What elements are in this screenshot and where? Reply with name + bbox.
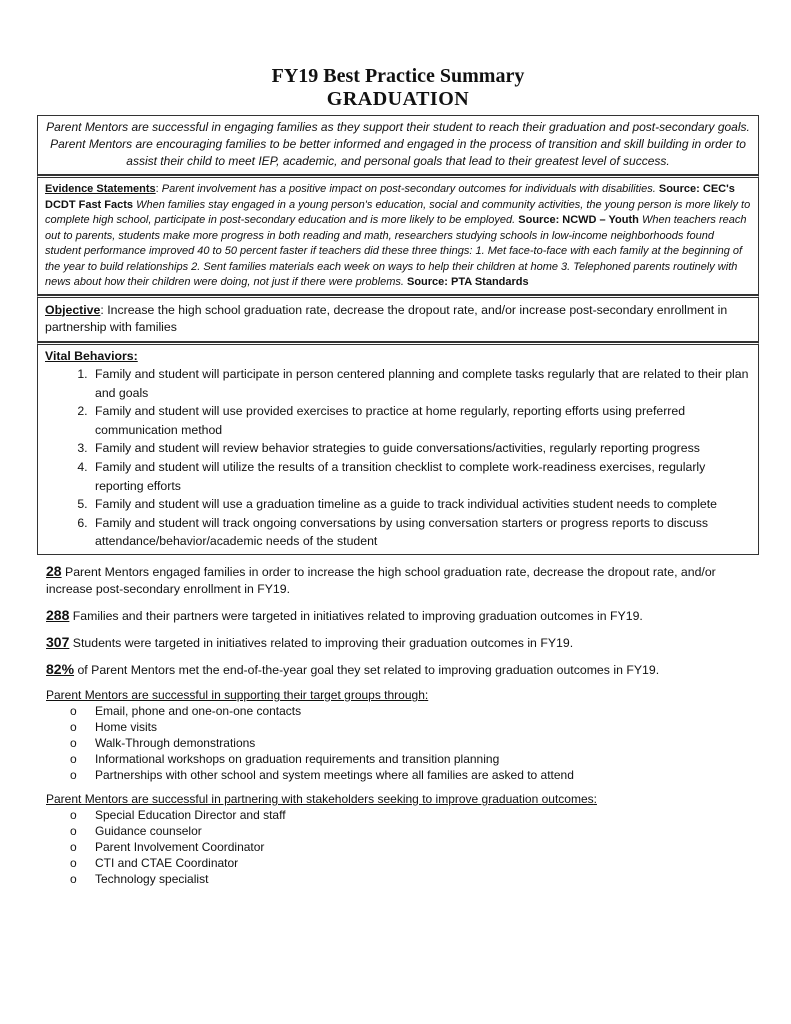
circle-bullet-icon: o: [70, 872, 77, 887]
evidence-colon: :: [155, 183, 162, 195]
list-item: [37, 719, 759, 735]
partners-heading-text: Parent Mentors are successful in partnering with stakeholders seeking to improve graduation outcomes: [46, 792, 594, 807]
evidence-source-2: Source: NCWD – Youth: [518, 214, 639, 226]
list-item: [37, 855, 759, 871]
circle-bullet-icon: o: [70, 720, 77, 735]
circle-bullet-icon: o: [70, 840, 77, 855]
vital-behavior-item: 6. Family and student will track ongoing conversations by using conversation starters or progress reports to discuss attendance/behavior/academic needs of the student: [91, 514, 751, 551]
stat-parent-mentors: [46, 563, 759, 598]
list-item: [37, 823, 759, 839]
evidence-label: Evidence Statements: [45, 183, 156, 195]
list-item-text: Technology specialist: [95, 872, 209, 887]
partners-section: [37, 792, 759, 887]
list-item: [37, 807, 759, 823]
evidence-statement-3: When teachers reach out to parents, students make more progress in both reading and math, researchers studying schools in low-income neighborhoods found student performance improved 40 to 50 percent faster if teachers did these three things: 1. Met face-to-face with each family at the beginning of the year to build relationships 2. Sent families materials each week on ways to help their children at home 3. Telephoned parents routinely with news about how their children were doing, not just if there were problems.: [45, 214, 747, 288]
intro-text: Parent Mentors are successful in engaging families as they support their student to reach their graduation and post-secondary goals. Parent Mentors are encouraging families to be better informed and engaged in the process of transition and skill building in order to assist their child to meet IEP, academic, and personal goals that lead to their greatest level of success.: [46, 120, 750, 168]
vital-behavior-item: 3. Family and student will review behavior strategies to guide conversations/activities, regularly reporting progress: [91, 439, 751, 458]
list-item-text: Walk-Through demonstrations: [95, 736, 256, 751]
vital-behaviors-box: [37, 342, 759, 556]
list-item-text: Email, phone and one-on-one contacts: [95, 704, 302, 719]
objective-text: : Increase the high school graduation rate, decrease the dropout rate, and/or increase post-secondary enrollment in partnership with families: [45, 302, 728, 334]
vital-behavior-item: 5. Family and student will use a graduation timeline as a guide to track individual activities student needs to complete: [91, 495, 751, 514]
evidence-source-1: Source: CEC's DCDT Fast Facts: [45, 183, 735, 211]
circle-bullet-icon: o: [70, 808, 77, 823]
list-item-text: Partnerships with other school and system meetings where all families are asked to attend: [95, 768, 574, 783]
list-item: [37, 839, 759, 855]
stat-students: [46, 634, 759, 652]
circle-bullet-icon: o: [70, 752, 77, 767]
list-item: [37, 871, 759, 887]
list-item-text: Guidance counselor: [95, 824, 202, 839]
list-item-text: CTI and CTAE Coordinator: [95, 856, 239, 871]
list-item: [37, 767, 759, 783]
document-title: FY19 Best Practice Summary: [271, 65, 525, 87]
stats-section: [37, 563, 759, 679]
vital-behavior-item: 2. Family and student will use provided exercises to practice at home regularly, reporting efforts using preferred communication method: [91, 402, 751, 439]
partners-heading-colon: :: [593, 792, 597, 807]
circle-bullet-icon: o: [70, 704, 77, 719]
list-item: [37, 735, 759, 751]
evidence-box: [37, 175, 759, 295]
support-list: [37, 703, 759, 783]
stat-text: of Parent Mentors met the end-of-the-year goal they set related to improving graduation outcomes in FY19.: [74, 663, 660, 678]
list-item-text: Special Education Director and staff: [95, 808, 286, 823]
vital-behaviors-list: [45, 365, 751, 551]
evidence-source-3: Source: PTA Standards: [403, 276, 529, 288]
document-page: [37, 62, 759, 896]
support-heading: [46, 688, 759, 703]
list-item: [37, 751, 759, 767]
circle-bullet-icon: o: [70, 736, 77, 751]
document-subtitle: GRADUATION: [326, 88, 470, 110]
support-section: [37, 688, 759, 783]
list-item: [37, 703, 759, 719]
stat-number: 307: [46, 634, 70, 651]
vital-behaviors-label: Vital Behaviors:: [45, 348, 138, 363]
partners-list: [37, 807, 759, 887]
stat-number: 28: [46, 563, 62, 580]
stat-families: [46, 607, 759, 625]
circle-bullet-icon: o: [70, 856, 77, 871]
stat-text: Parent Mentors engaged families in order to increase the high school graduation rate, decrease the dropout rate, and/or increase post-secondary enrollment in FY19.: [46, 565, 716, 597]
vital-behavior-item: 4. Family and student will utilize the results of a transition checklist to complete work-readiness exercises, regularly reporting efforts: [91, 458, 751, 495]
evidence-statement-1: Parent involvement has a positive impact on post-secondary outcomes for individuals with disabilities.: [161, 183, 656, 195]
stat-goal-percent: [46, 661, 759, 679]
partners-heading: [46, 792, 759, 807]
list-item-text: Informational workshops on graduation requirements and transition planning: [95, 752, 500, 767]
list-item-text: Parent Involvement Coordinator: [95, 840, 265, 855]
intro-box: [37, 115, 759, 175]
circle-bullet-icon: o: [70, 824, 77, 839]
evidence-statement-2: When families stay engaged in a young person's education, social and community activities, the young person is more likely to complete high school, participate in post-secondary education and is more likely to be employed.: [45, 198, 751, 226]
vital-behavior-item: 1. Family and student will participate in person centered planning and complete tasks regularly that are related to their plan and goals: [91, 365, 751, 402]
circle-bullet-icon: o: [70, 768, 77, 783]
stat-text: Families and their partners were targeted in initiatives related to improving graduation outcomes in FY19.: [69, 609, 643, 624]
stat-text: Students were targeted in initiatives related to improving their graduation outcomes in FY19.: [69, 636, 574, 651]
objective-label: Objective: [45, 302, 101, 317]
objective-box: [37, 295, 759, 342]
stat-number: 82%: [46, 661, 75, 678]
support-heading-colon: :: [424, 688, 429, 703]
stat-number: 288: [46, 607, 70, 624]
list-item-text: Home visits: [95, 720, 158, 735]
support-heading-text: Parent Mentors are successful in supporting their target groups through: [46, 688, 425, 703]
